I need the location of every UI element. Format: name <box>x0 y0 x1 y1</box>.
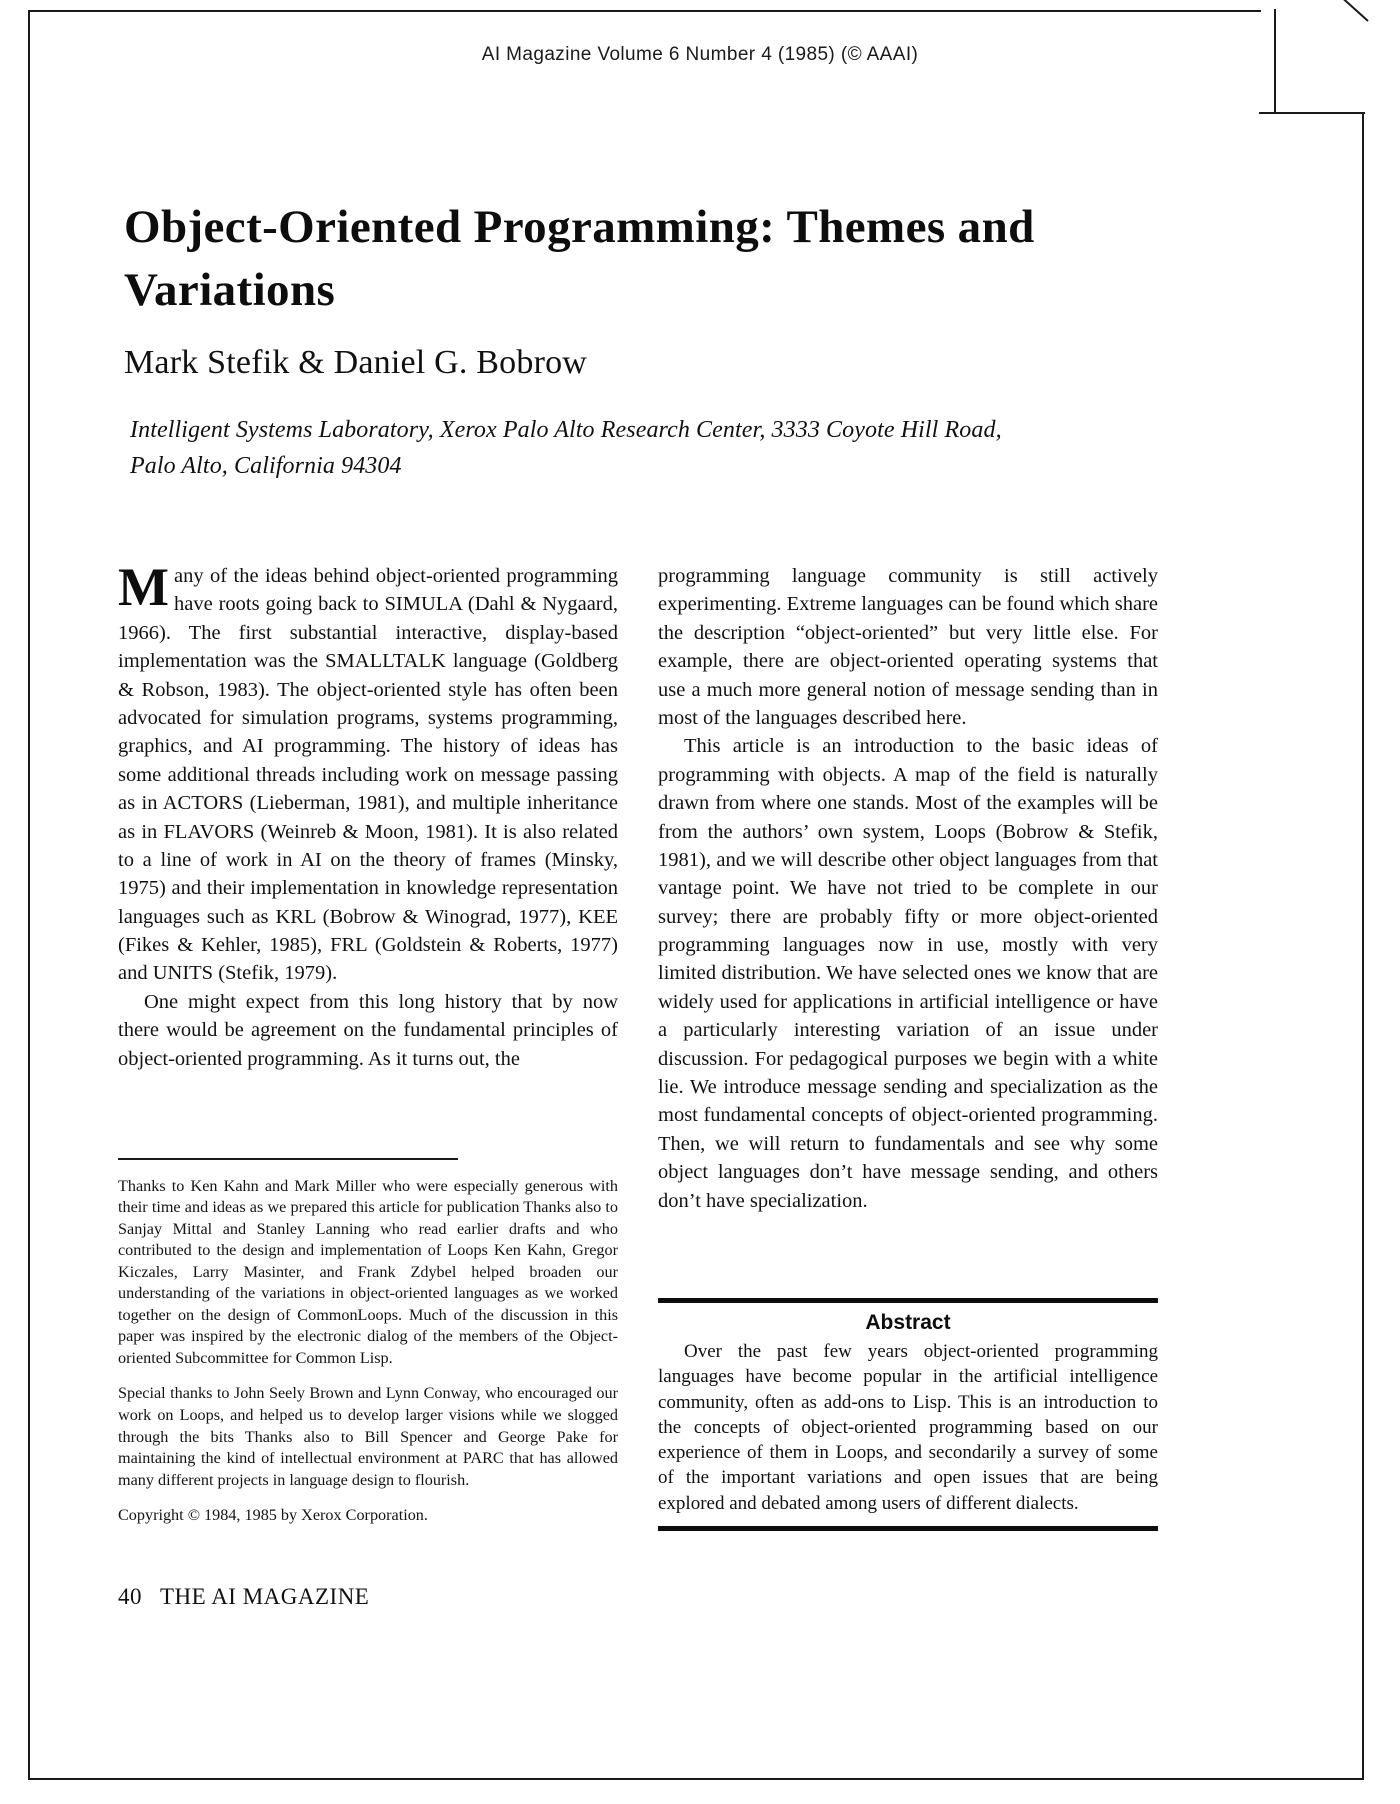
footnote-rule <box>118 1158 458 1160</box>
abstract-rule-top <box>658 1298 1158 1303</box>
title-block <box>124 196 1084 484</box>
affiliation-line-2: Palo Alto, California 94304 <box>130 452 402 479</box>
journal-header: AI Magazine Volume 6 Number 4 (1985) (© AAAI) <box>481 44 919 65</box>
abstract-heading: Abstract <box>865 1311 951 1334</box>
right-paragraph-1: programming language community is still actively experimenting. Extreme languages can be found which share the description “object-oriented” but very little else. For example, there are object-oriented operating systems that use a much more general notion of message sending than in most of the languages described here. <box>658 565 1158 729</box>
footnote-section <box>118 1158 618 1527</box>
footnote-acknowledgement: Thanks to Ken Kahn and Mark Miller who were especially generous with their time and ideas as we prepared this article for publication Thanks also to Sanjay Mittal and Stanley Lanning who read earlier drafts and who contributed to the design and implementation of Loops Ken Kahn, Gregor Kiczales, Larry Masinter, and Frank Zdybel helped broaden our understanding of the variations in object-oriented languages as we worked together on the design of CommonLoops. Much of the discussion in this paper was inspired by the electronic dialog of the members of the Object-oriented Subcommittee for Common Lisp. <box>118 1176 618 1367</box>
footnote-special-thanks: Special thanks to John Seely Brown and Lynn Conway, who encouraged our work on Loops, and helped us to develop larger visions while we slogged through the bits Thanks also to Bill Spencer and George Pake for maintaining the kind of intellectual environment at PARC that has allowed many different projects in language design to flourish. <box>118 1384 618 1489</box>
affiliation-line-1: Intelligent Systems Laboratory, Xerox Palo Alto Research Center, 3333 Coyote Hill Road, <box>130 416 1002 443</box>
abstract-rule-bottom <box>658 1526 1158 1531</box>
page-number: 40 <box>118 1584 142 1609</box>
drop-cap: M <box>118 557 169 617</box>
right-column <box>658 562 1158 1215</box>
left-paragraph-1 <box>118 557 618 988</box>
author-list: Mark Stefik & Daniel G. Bobrow <box>124 344 588 381</box>
left-paragraph-2: One might expect from this long history that by now there would be agreement on the fundamental principles of object-oriented programming. As it turns out, the <box>118 990 618 1070</box>
left-column <box>118 557 618 1073</box>
abstract-box <box>658 1298 1158 1531</box>
page-title: Object-Oriented Programming: Themes and Variations <box>124 201 1035 316</box>
page-footer <box>118 1584 369 1610</box>
publication-name: THE AI MAGAZINE <box>160 1584 370 1609</box>
footnote-copyright: Copyright © 1984, 1985 by Xerox Corporation. <box>118 1506 428 1525</box>
right-paragraph-2: This article is an introduction to the basic ideas of programming with objects. A map of the field is naturally drawn from where one stands. Most of the examples will be from the authors’ own system, Loops (Bobrow & Stefik, 1981), and we will describe other object languages from that vantage point. We have not tried to be complete in our survey; there are probably fifty or more object-oriented programming languages now in use, mostly with very limited distribution. We have selected ones we know that are widely used for applications in artificial intelligence or have a particularly interesting variation of an issue under discussion. For pedagogical purposes we begin with a white lie. We introduce message sending and specialization as the most fundamental concepts of object-oriented programming. Then, we will return to fundamentals and see why some object languages don’t have message sending, and others don’t have specialization. <box>658 735 1158 1212</box>
affiliation <box>130 412 1084 484</box>
abstract-text: Over the past few years object-oriented programming languages have become popular in the artificial intelligence community, often as add-ons to Lisp. This is an introduction to the concepts of object-oriented programming based on our experience of them in Loops, and secondarily a survey of some of the important variations and open issues that are being explored and debated among users of different dialects. <box>658 1341 1158 1514</box>
left-paragraph-1-text: any of the ideas behind object-oriented programming have roots going back to SIMULA (Dahl & Nygaard, 1966). The first substantial interactive, display-based implementation was the SMALLTALK language (Goldberg & Robson, 1983). The object-oriented style has often been advocated for simulation programs, systems programming, graphics, and AI programming. The history of ideas has some additional threads including work on message passing as in ACTORS (Lieberman, 1981), and multiple inheritance as in FLAVORS (Weinreb & Moon, 1981). It is also related to a line of work in AI on the theory of frames (Minsky, 1975) and their implementation in knowledge representation languages such as KRL (Bobrow & Winograd, 1977), KEE (Fikes & Kehler, 1985), FRL (Goldstein & Roberts, 1977) and UNITS (Stefik, 1979). <box>118 565 618 985</box>
